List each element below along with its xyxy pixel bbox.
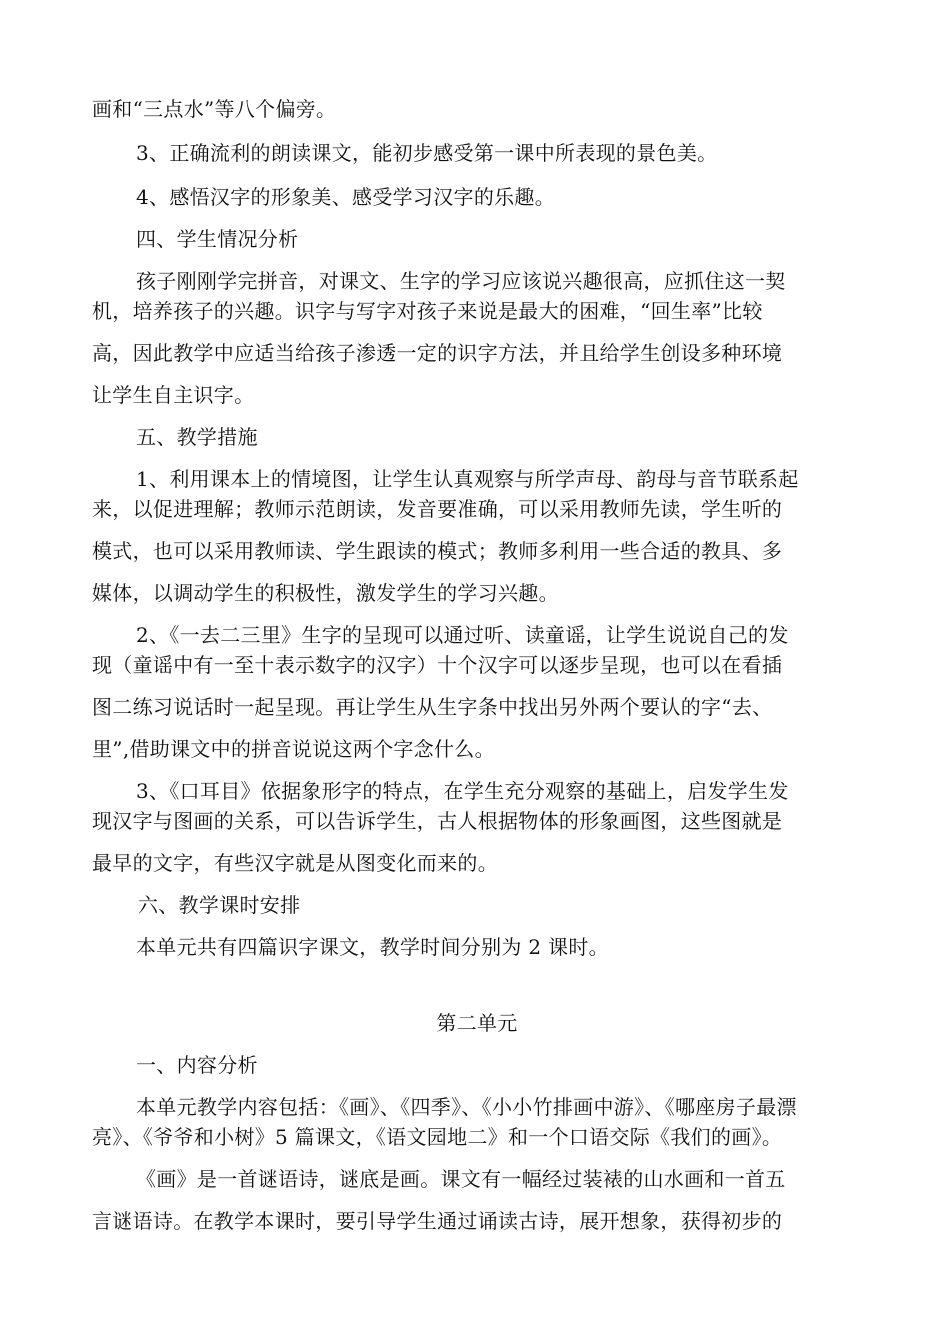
text-line: 媒体，以调动学生的积极性，激发学生的学习兴趣。 xyxy=(92,581,559,605)
text-line: 2、《一去二三里》生字的呈现可以通过听、读童谣，让学生说说自己的发 xyxy=(136,623,789,647)
section-heading: 四、学生情况分析 xyxy=(136,227,299,251)
text-line: 最早的文字，有些汉字就是从图变化而来的。 xyxy=(92,851,498,875)
text-line: 言谜语诗。在教学本课时，要引导学生通过诵读古诗，展开想象，获得初步的 xyxy=(92,1209,783,1233)
text-line: 机，培养孩子的兴趣。识字与写字对孩子来说是最大的困难，“回生率”比较 xyxy=(92,299,763,323)
text-line: 3、《口耳目》依据象形字的特点，在学生充分观察的基础上，启发学生发 xyxy=(136,779,789,803)
text-line: 来，以促进理解；教师示范朗读，发音要准确，可以采用教师先读，学生听的 xyxy=(92,497,783,521)
text-line: 高，因此教学中应适当给孩子渗透一定的识字方法，并且给学生创设多种环境 xyxy=(92,341,783,365)
unit-title: 第二单元 xyxy=(436,1011,518,1035)
text-line: 《画》是一首谜语诗，谜底是画。课文有一幅经过装裱的山水画和一首五 xyxy=(136,1167,786,1191)
text-line: 模式，也可以采用教师读、学生跟读的模式；教师多利用一些合适的教具、多 xyxy=(92,539,783,563)
section-heading: 五、教学措施 xyxy=(136,425,258,449)
text-line: 孩子刚刚学完拼音，对课文、生字的学习应该说兴趣很高，应抓住这一契 xyxy=(136,269,786,293)
section-heading: 六、教学课时安排 xyxy=(138,893,301,917)
text-line: 1、利用课本上的情境图，让学生认真观察与所学声母、韵母与音节联系起 xyxy=(136,467,799,491)
text-line: 现（童谣中有一至十表示数字的汉字）十个汉字可以逐步呈现，也可以在看插 xyxy=(92,653,783,677)
text-line: 画和“三点水”等八个偏旁。 xyxy=(92,97,337,121)
text-line: 3、正确流利的朗读课文，能初步感受第一课中所表现的景色美。 xyxy=(136,141,718,165)
text-line: 图二练习说话时一起呈现。再让学生从生字条中找出另外两个要认的字“去、 xyxy=(92,695,773,719)
text-line: 让学生自主识字。 xyxy=(92,383,255,407)
section-heading: 一、内容分析 xyxy=(136,1053,258,1077)
text-line: 本单元教学内容包括：《画》、《四季》、《小小竹排画中游》、《哪座房子最漂 xyxy=(136,1095,797,1119)
text-line: 现汉字与图画的关系，可以告诉学生，古人根据物体的形象画图，这些图就是 xyxy=(92,809,783,833)
text-line: 本单元共有四篇识字课文，教学时间分别为 2 课时。 xyxy=(136,935,609,959)
text-line: 4、感悟汉字的形象美、感受学习汉字的乐趣。 xyxy=(136,185,556,209)
text-line: 亮》、《爷爷和小树》5 篇课文，《语文园地二》和一个口语交际《我们的画》。 xyxy=(92,1125,783,1149)
text-line: 里”,借助课文中的拼音说说这两个字念什么。 xyxy=(92,737,495,761)
